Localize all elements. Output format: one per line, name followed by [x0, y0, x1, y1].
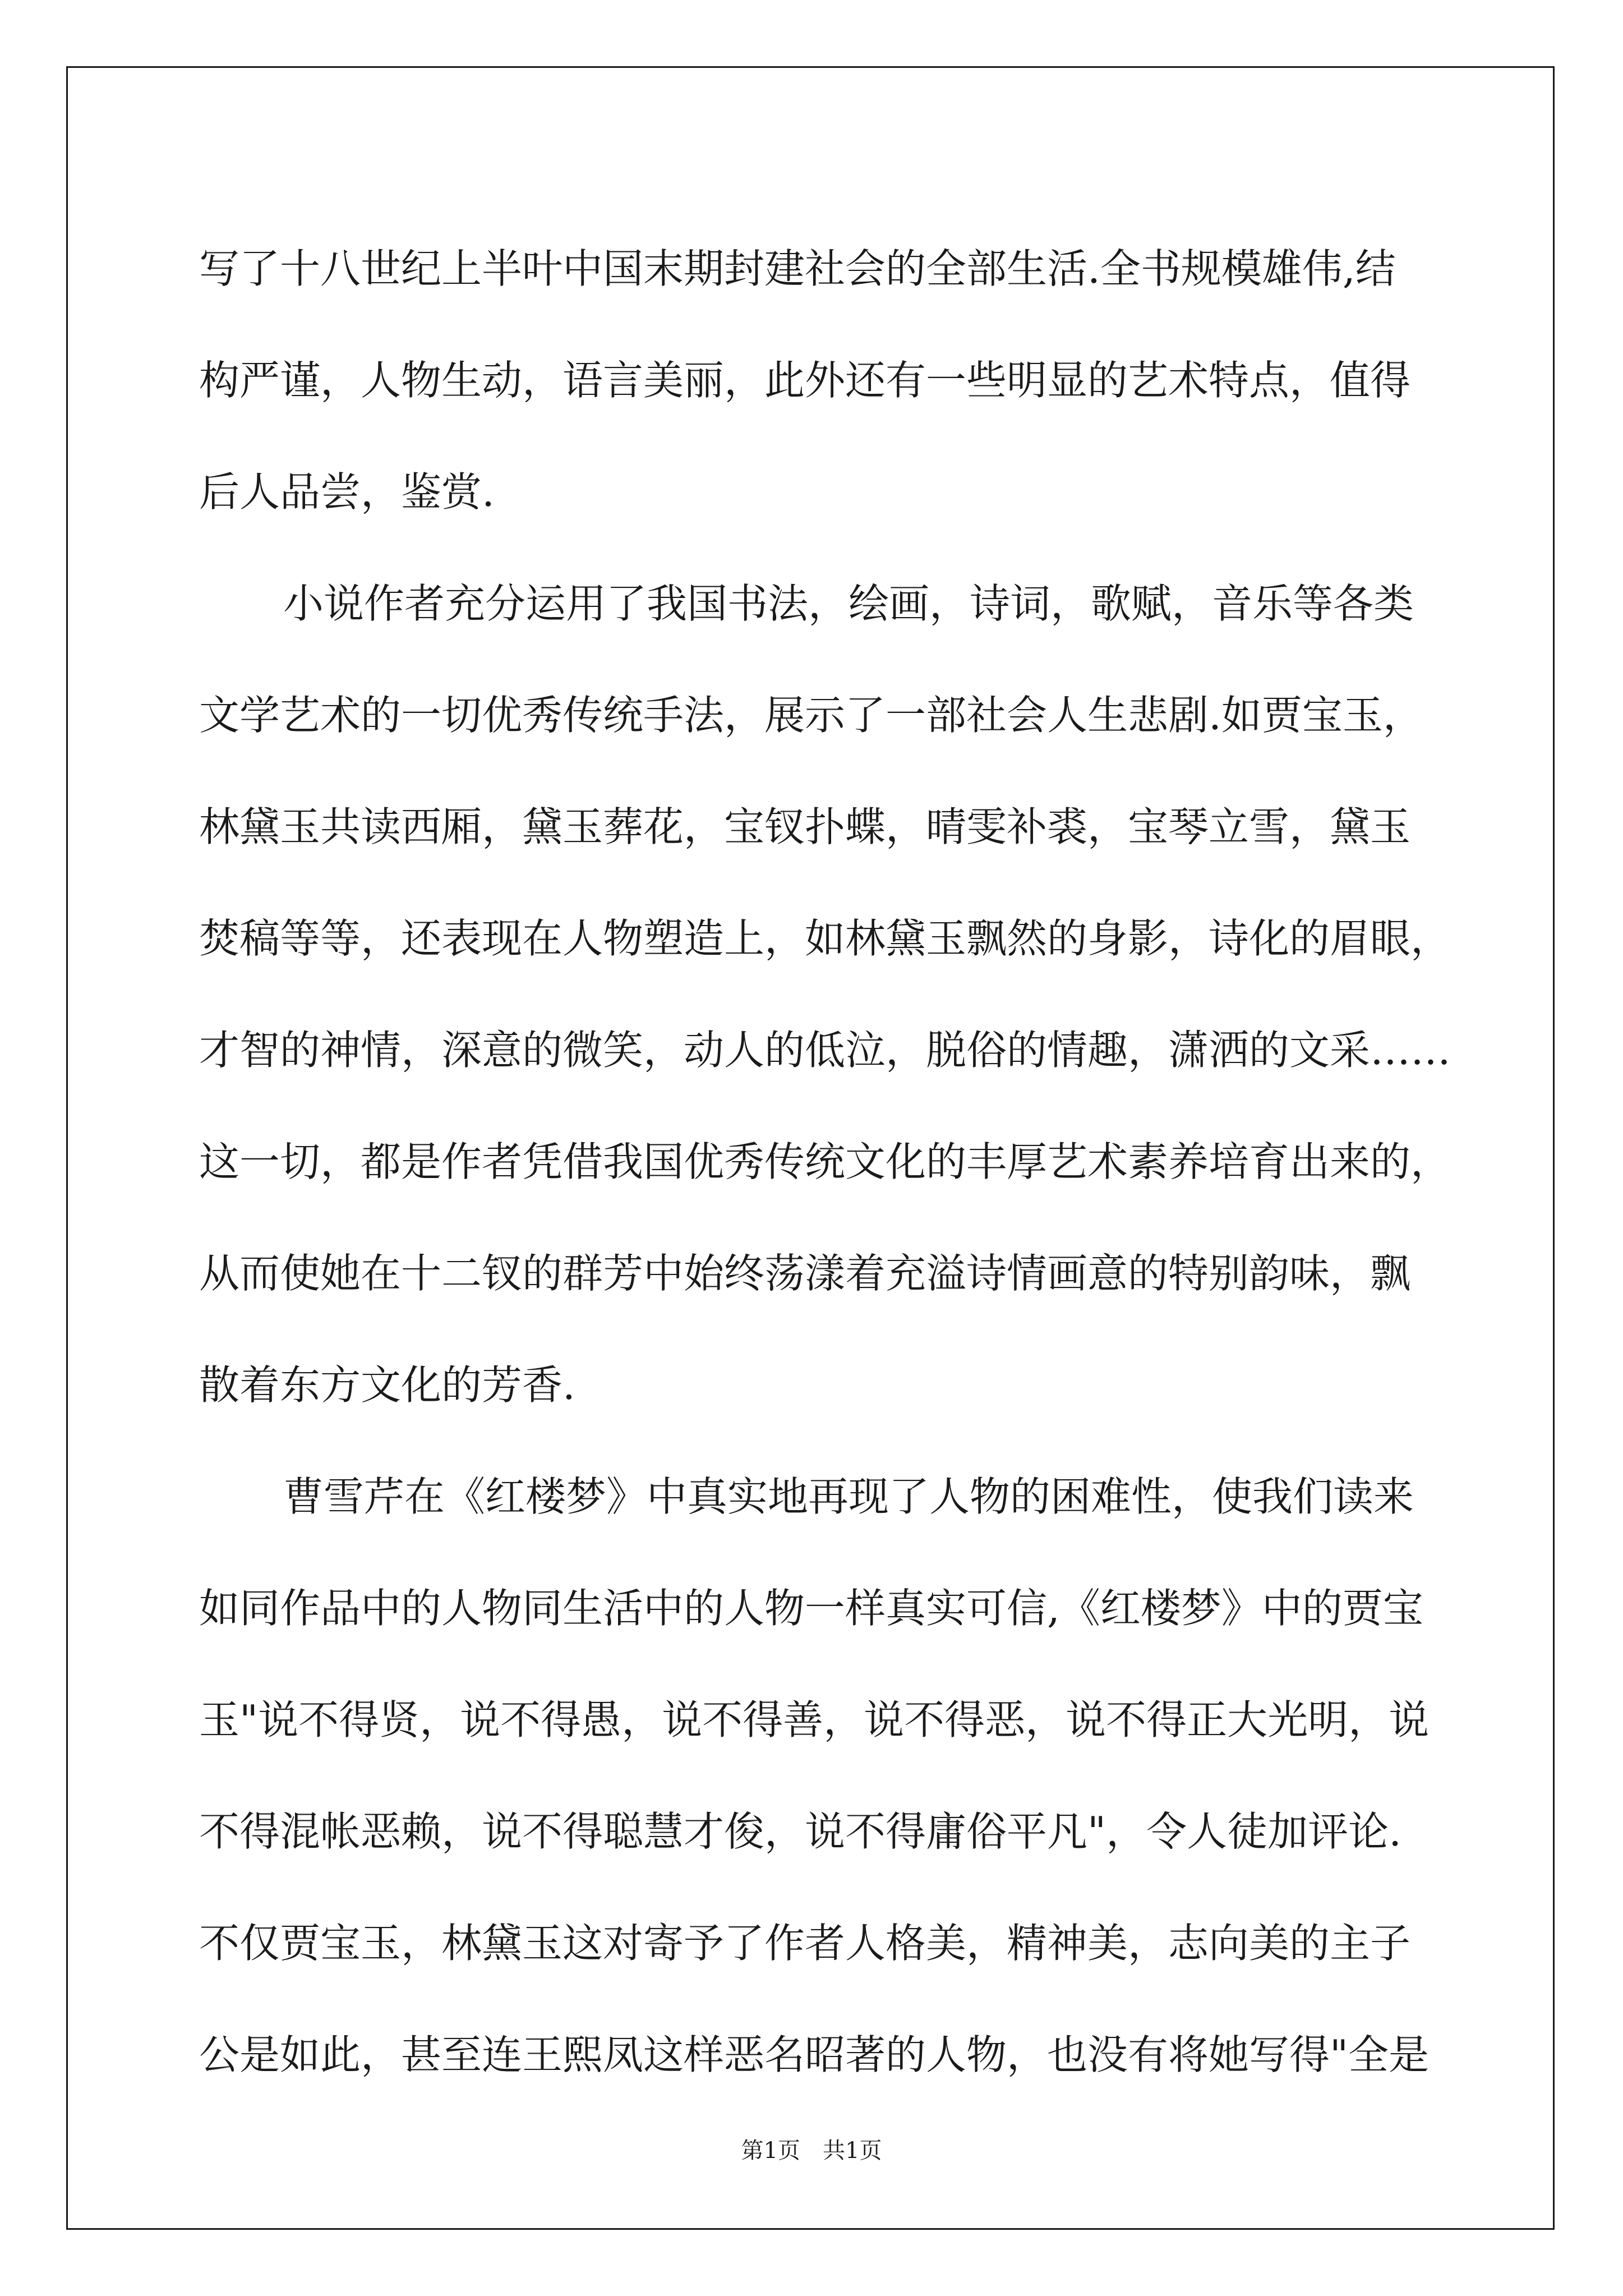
text-line: 玉"说不得贤，说不得愚，说不得善，说不得恶，说不得正大光明，说	[199, 1696, 1430, 1743]
text-line: 公是如此，甚至连王熙凤这样恶名昭著的人物，也没有将她写得"全是	[199, 2031, 1430, 2078]
text-line: 这一切，都是作者凭借我国优秀传统文化的丰厚艺术素养培育出来的，	[199, 1138, 1451, 1185]
text-line: 才智的神情，深意的微笑，动人的低泣，脱俗的情趣，潇洒的文采……	[199, 1027, 1451, 1074]
paragraph-start-line: 小说作者充分运用了我国书法，绘画，诗词，歌赋，音乐等各类	[283, 580, 1414, 627]
document-body	[199, 213, 1451, 2111]
paragraph-start-line: 曹雪芹在《红楼梦》中真实地再现了人物的困难性，使我们读来	[283, 1473, 1414, 1520]
text-line: 从而使她在十二钗的群芳中始终荡漾着充溢诗情画意的特别韵味，飘	[199, 1250, 1411, 1297]
text-line: 后人品尝，鉴赏.	[199, 468, 495, 516]
text-line: 散着东方文化的芳香.	[199, 1361, 575, 1409]
text-line: 焚稿等等，还表现在人物塑造上，如林黛玉飘然的身影，诗化的眉眼，	[199, 915, 1451, 962]
text-line: 如同作品中的人物同生活中的人物一样真实可信,《红楼梦》中的贾宝	[199, 1585, 1423, 1632]
page-number-footer: 第1页 共1页	[741, 2138, 882, 2164]
text-line: 林黛玉共读西厢，黛玉葬花，宝钗扑蝶，晴雯补裘，宝琴立雪，黛玉	[199, 803, 1411, 850]
text-line: 不得混帐恶赖，说不得聪慧才俊，说不得庸俗平凡"，令人徒加评论.	[199, 1808, 1402, 1855]
text-line: 构严谨，人物生动，语言美丽，此外还有一些明显的艺术特点，值得	[199, 357, 1411, 404]
text-line: 写了十八世纪上半叶中国末期封建社会的全部生活.全书规模雄伟,结	[199, 245, 1396, 292]
text-line: 不仅贾宝玉，林黛玉这对寄予了作者人格美，精神美，志向美的主子	[199, 1920, 1411, 1967]
text-line: 文学艺术的一切优秀传统手法，展示了一部社会人生悲剧.如贾宝玉，	[199, 692, 1423, 739]
